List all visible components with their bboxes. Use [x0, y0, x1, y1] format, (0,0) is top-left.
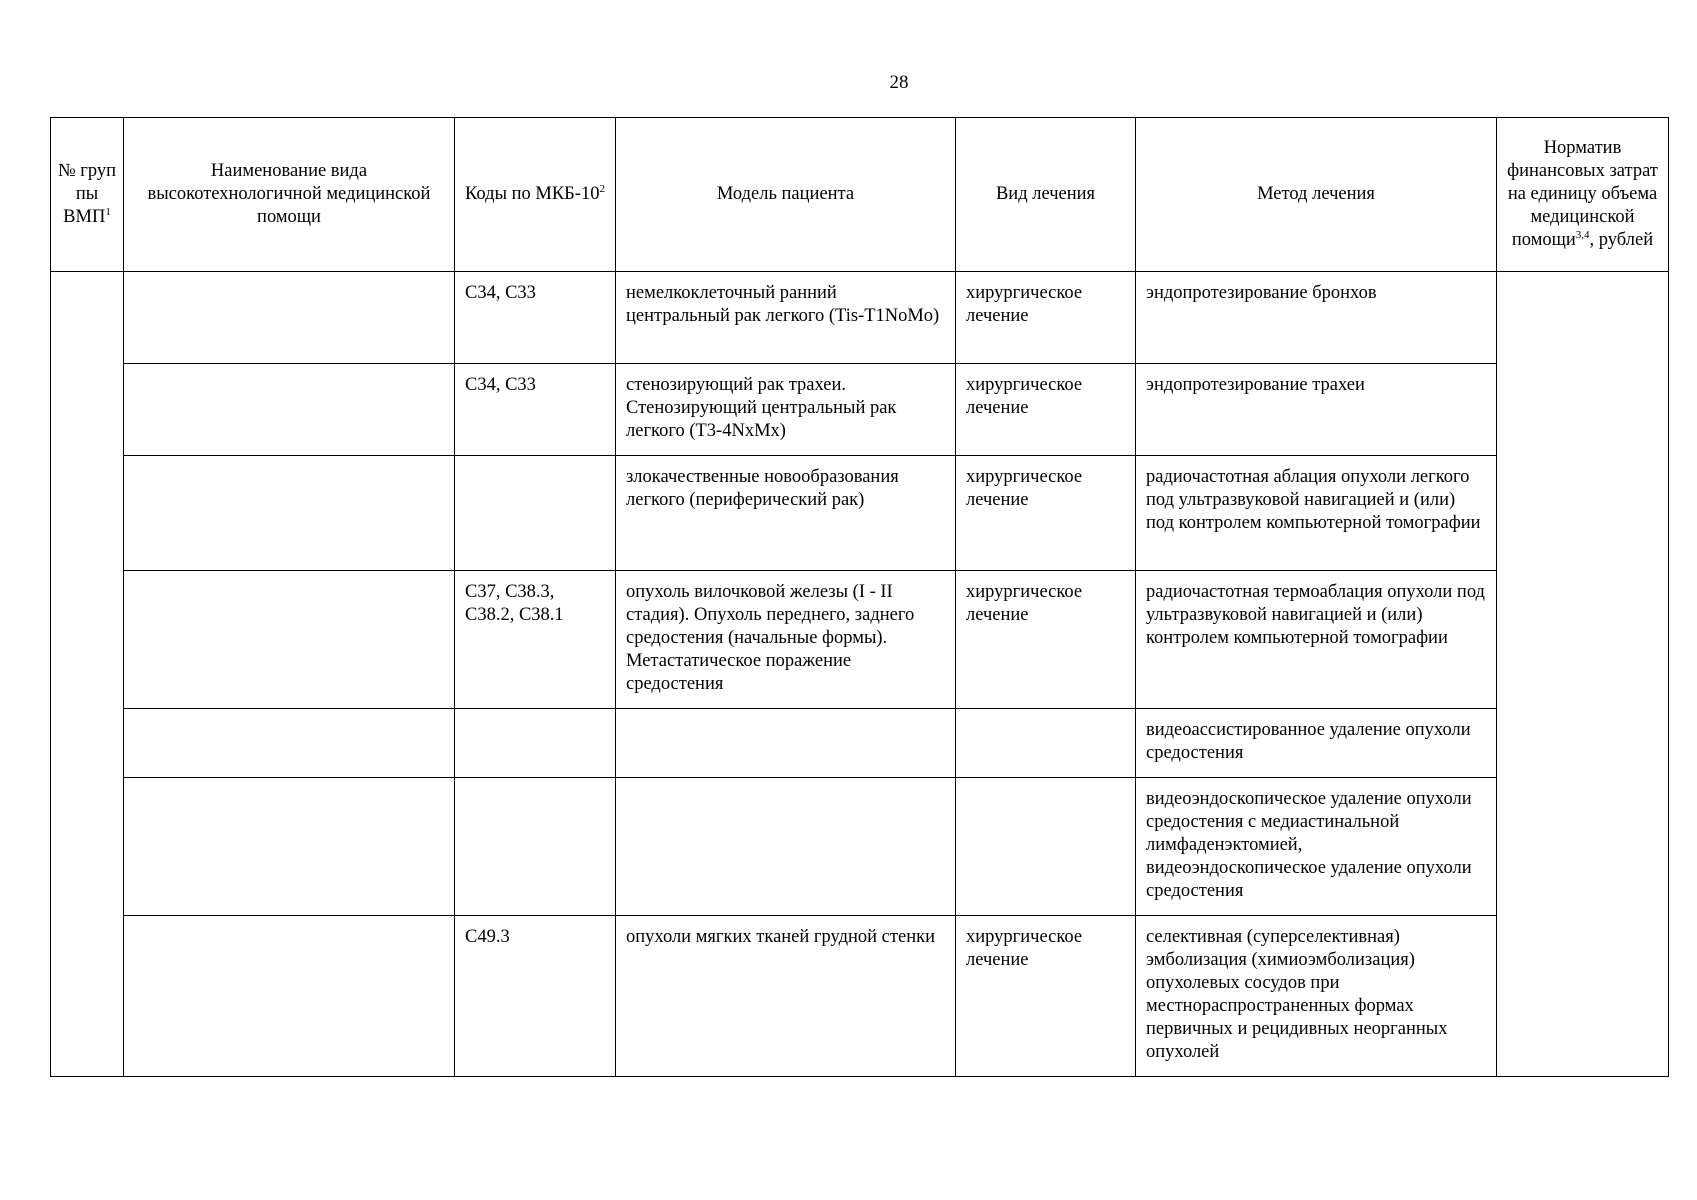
- name-cell: [124, 456, 455, 571]
- vmp-table: [50, 117, 1669, 1077]
- type-cell: хирургическое лечение: [956, 456, 1136, 571]
- name-cell: [124, 709, 455, 778]
- model-cell: [616, 778, 956, 916]
- table-row: [51, 272, 1669, 364]
- type-cell: [956, 709, 1136, 778]
- header-group-no: № груп пы ВМП$^1$: [51, 118, 124, 272]
- header-patient-model: Модель пациента: [616, 118, 956, 272]
- model-cell: опухоль вилочковой железы (I - II стадия). Опухоль переднего, заднего средостения (начальные формы). Метастатическое поражение средостения: [616, 571, 956, 709]
- table-row: [51, 709, 1669, 778]
- table-row: [51, 571, 1669, 709]
- header-treatment-method: Метод лечения: [1136, 118, 1497, 272]
- method-cell: эндопротезирование трахеи: [1136, 364, 1497, 456]
- header-icd-codes: Коды по МКБ-$10^2$: [455, 118, 616, 272]
- model-cell: немелкоклеточный ранний центральный рак легкого (Tis-T1NoMo): [616, 272, 956, 364]
- header-name: Наименование вида высокотехнологичной медицинской помощи: [124, 118, 455, 272]
- type-cell: хирургическое лечение: [956, 364, 1136, 456]
- codes-cell: C34, C33: [455, 272, 616, 364]
- codes-cell: C34, C33: [455, 364, 616, 456]
- codes-cell: C49.3: [455, 916, 616, 1077]
- codes-cell: [455, 778, 616, 916]
- table-row: [51, 364, 1669, 456]
- model-cell: опухоли мягких тканей грудной стенки: [616, 916, 956, 1077]
- codes-cell: [455, 709, 616, 778]
- header-cost-norm: Норматив финансовых затрат на единицу объема медицинской помощи$^{3,4}$, рублей: [1497, 118, 1669, 272]
- group-no-cell: [51, 272, 124, 1077]
- table-row: [51, 778, 1669, 916]
- name-cell: [124, 272, 455, 364]
- table-row: [51, 456, 1669, 571]
- name-cell: [124, 916, 455, 1077]
- name-cell: [124, 778, 455, 916]
- type-cell: [956, 778, 1136, 916]
- type-cell: хирургическое лечение: [956, 916, 1136, 1077]
- codes-cell: C37, C38.3, C38.2, C38.1: [455, 571, 616, 709]
- method-cell: селективная (суперселективная) эмболизация (химиоэмболизация) опухолевых сосудов при местнораспространенных формах первичных и рецидивных неорганных опухолей: [1136, 916, 1497, 1077]
- method-cell: эндопротезирование бронхов: [1136, 272, 1497, 364]
- method-cell: радиочастотная термоаблация опухоли под ультразвуковой навигацией и (или) контролем компьютерной томографии: [1136, 571, 1497, 709]
- method-cell: видеоэндоскопическое удаление опухоли средостения с медиастинальной лимфаденэктомией, видеоэндоскопическое удаление опухоли средостения: [1136, 778, 1497, 916]
- header-treatment-type: Вид лечения: [956, 118, 1136, 272]
- type-cell: хирургическое лечение: [956, 272, 1136, 364]
- codes-cell: [455, 456, 616, 571]
- method-cell: радиочастотная аблация опухоли легкого под ультразвуковой навигацией и (или) под контролем компьютерной томографии: [1136, 456, 1497, 571]
- model-cell: стенозирующий рак трахеи. Стенозирующий центральный рак легкого (T3-4NxMx): [616, 364, 956, 456]
- method-cell: видеоассистированное удаление опухоли средостения: [1136, 709, 1497, 778]
- table-header-row: [51, 118, 1669, 272]
- cost-cell: [1497, 272, 1669, 1077]
- model-cell: злокачественные новообразования легкого (периферический рак): [616, 456, 956, 571]
- type-cell: хирургическое лечение: [956, 571, 1136, 709]
- page-number: 28: [889, 72, 909, 93]
- model-cell: [616, 709, 956, 778]
- name-cell: [124, 571, 455, 709]
- table-row: [51, 916, 1669, 1077]
- name-cell: [124, 364, 455, 456]
